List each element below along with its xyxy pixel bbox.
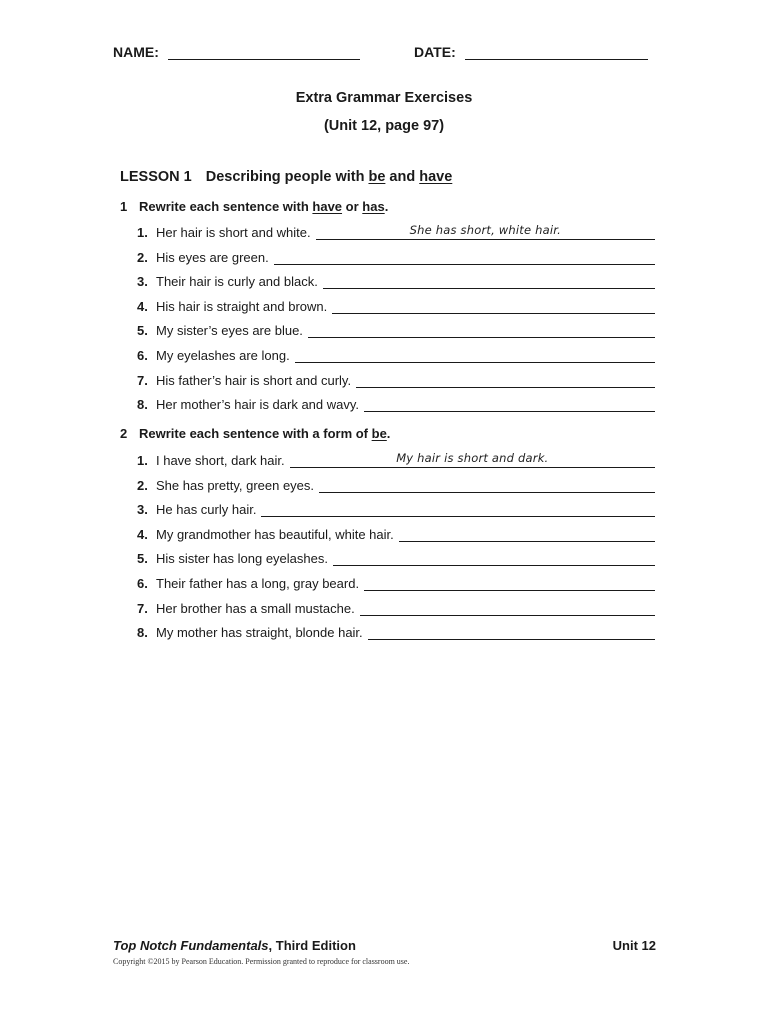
date-field: [414, 44, 648, 60]
date-label: DATE:: [414, 44, 456, 60]
lesson-number: LESSON 1: [120, 169, 192, 185]
item-sentence: Her mother’s hair is dark and wavy.: [156, 397, 360, 413]
answer-line[interactable]: [364, 576, 655, 591]
exercise-item: [137, 271, 655, 289]
item-sentence: Their father has a long, gray beard.: [156, 576, 360, 591]
answer-line[interactable]: [261, 502, 655, 517]
exercise-1-text-after: .: [384, 199, 389, 214]
exercise-item: [137, 320, 655, 338]
item-number: 7.: [137, 372, 148, 388]
name-blank[interactable]: [168, 45, 360, 60]
exercise-item: [137, 394, 655, 412]
copyright-notice: Copyright ©2015 by Pearson Education. Permission granted to reproduce for classroom use.: [113, 957, 410, 966]
answer-line[interactable]: [333, 551, 655, 566]
exercise-2-word-be: be: [371, 426, 387, 441]
item-sentence: My mother has straight, blonde hair.: [156, 625, 363, 641]
item-sentence: My sister’s eyes are blue.: [156, 323, 303, 339]
item-number: 8.: [137, 625, 148, 641]
exercise-item: [137, 548, 655, 566]
answer-line[interactable]: [274, 250, 655, 265]
exercise-1-word-has: has: [362, 199, 385, 214]
answer-line[interactable]: [360, 601, 655, 616]
item-number: 7.: [137, 600, 148, 616]
item-number: 6.: [137, 576, 148, 591]
exercise-item: [137, 499, 655, 517]
exercise-1-instruction: [120, 199, 388, 214]
lesson-text-middle: and: [385, 169, 420, 185]
handwritten-answer: She has short, white hair.: [409, 223, 561, 237]
lesson-word-have: have: [419, 169, 453, 185]
exercise-item: [137, 296, 655, 314]
book-edition: , Third Edition: [268, 938, 356, 953]
item-sentence: He has curly hair.: [156, 502, 257, 518]
item-number: 1.: [137, 453, 148, 468]
item-sentence: Her hair is short and white.: [156, 225, 311, 240]
handwritten-answer: My hair is short and dark.: [396, 451, 549, 465]
item-sentence: Their hair is curly and black.: [156, 274, 318, 290]
unit-label: Unit 12: [612, 938, 656, 953]
exercise-item: [137, 222, 655, 240]
exercise-item: [137, 345, 655, 363]
answer-line[interactable]: [356, 373, 655, 388]
page-subtitle: (Unit 12, page 97): [323, 118, 445, 134]
exercise-2-instruction: [120, 426, 390, 441]
answer-line[interactable]: [399, 527, 655, 542]
exercise-item: [137, 622, 655, 640]
answer-line[interactable]: [316, 225, 655, 240]
lesson-text-before: Describing people with: [205, 169, 369, 185]
book-title: Top Notch Fundamentals: [113, 938, 269, 953]
exercise-item: [137, 450, 655, 468]
item-sentence: His eyes are green.: [156, 249, 269, 265]
exercise-2-number: 2: [120, 426, 128, 441]
answer-line[interactable]: [290, 453, 655, 468]
item-sentence: Her brother has a small mustache.: [156, 600, 355, 616]
answer-line[interactable]: [308, 323, 655, 338]
item-sentence: I have short, dark hair.: [156, 453, 285, 468]
exercise-item: [137, 475, 655, 493]
item-number: 1.: [137, 225, 148, 240]
exercise-1-text-middle: or: [342, 199, 363, 214]
exercise-1-word-have: have: [312, 199, 343, 214]
name-field: [113, 44, 360, 60]
book-title-line: [113, 938, 356, 953]
exercise-item: [137, 524, 655, 542]
name-label: NAME:: [113, 44, 159, 60]
exercise-1-text-before: Rewrite each sentence with: [139, 199, 313, 214]
exercise-item: [137, 370, 655, 388]
item-number: 2.: [137, 249, 148, 265]
item-sentence: My eyelashes are long.: [156, 348, 290, 363]
item-number: 5.: [137, 551, 148, 567]
exercise-item: [137, 573, 655, 591]
answer-line[interactable]: [323, 274, 655, 289]
page-title: Extra Grammar Exercises: [295, 90, 473, 106]
date-blank[interactable]: [465, 45, 648, 60]
lesson-heading: [120, 169, 452, 185]
item-number: 6.: [137, 348, 148, 363]
item-sentence: His hair is straight and brown.: [156, 298, 328, 314]
answer-line[interactable]: [364, 397, 655, 412]
answer-line[interactable]: [295, 348, 655, 363]
answer-line[interactable]: [319, 478, 655, 493]
item-number: 4.: [137, 526, 148, 542]
item-sentence: His sister has long eyelashes.: [156, 551, 328, 567]
exercise-1-number: 1: [120, 199, 128, 214]
exercise-2-text-before: Rewrite each sentence with a form of: [139, 426, 372, 441]
worksheet-header: [113, 44, 653, 64]
item-number: 5.: [137, 323, 148, 339]
item-number: 8.: [137, 397, 148, 413]
item-number: 4.: [137, 298, 148, 314]
exercise-2-text-after: .: [386, 426, 391, 441]
item-number: 3.: [137, 274, 148, 290]
item-sentence: My grandmother has beautiful, white hair.: [156, 526, 394, 542]
answer-line[interactable]: [332, 299, 655, 314]
exercise-item: [137, 598, 655, 616]
item-number: 3.: [137, 502, 148, 518]
answer-line[interactable]: [368, 625, 655, 640]
lesson-word-be: be: [368, 169, 386, 185]
item-sentence: His father’s hair is short and curly.: [156, 372, 352, 388]
item-sentence: She has pretty, green eyes.: [156, 477, 315, 493]
item-number: 2.: [137, 477, 148, 493]
exercise-item: [137, 247, 655, 265]
